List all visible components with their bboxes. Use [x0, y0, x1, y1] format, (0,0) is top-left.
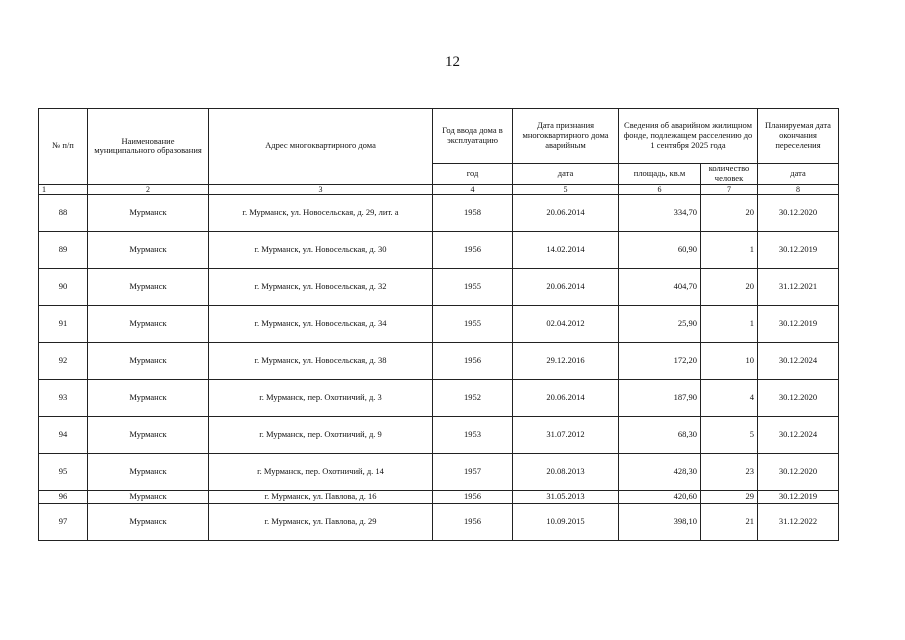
row-resettle-date: 30.12.2019 — [758, 490, 839, 503]
row-municipality: Мурманск — [88, 268, 209, 305]
row-year: 1952 — [433, 379, 513, 416]
row-people: 20 — [701, 194, 758, 231]
header-commission-year: Год ввода дома в эксплуатацию — [433, 109, 513, 164]
row-number: 88 — [39, 194, 88, 231]
row-address: г. Мурманск, пер. Охотничий, д. 14 — [209, 453, 433, 490]
row-year: 1958 — [433, 194, 513, 231]
row-emergency-date: 31.05.2013 — [513, 490, 619, 503]
row-number: 89 — [39, 231, 88, 268]
row-resettle-date: 30.12.2020 — [758, 194, 839, 231]
row-people: 10 — [701, 342, 758, 379]
row-number: 94 — [39, 416, 88, 453]
row-municipality: Мурманск — [88, 503, 209, 540]
table-row — [39, 305, 839, 342]
column-number: 4 — [433, 184, 513, 194]
column-number-row — [39, 184, 839, 194]
table-row — [39, 342, 839, 379]
column-number: 2 — [88, 184, 209, 194]
row-address: г. Мурманск, ул. Новосельская, д. 29, лит. а — [209, 194, 433, 231]
row-municipality: Мурманск — [88, 194, 209, 231]
row-emergency-date: 20.06.2014 — [513, 268, 619, 305]
subheader-date: дата — [513, 164, 619, 185]
row-emergency-date: 31.07.2012 — [513, 416, 619, 453]
table-row — [39, 453, 839, 490]
subheader-resettle-date: дата — [758, 164, 839, 185]
row-municipality: Мурманск — [88, 453, 209, 490]
row-resettle-date: 30.12.2020 — [758, 379, 839, 416]
row-area: 172,20 — [619, 342, 701, 379]
row-year: 1955 — [433, 305, 513, 342]
row-address: г. Мурманск, пер. Охотничий, д. 3 — [209, 379, 433, 416]
row-address: г. Мурманск, ул. Павлова, д. 16 — [209, 490, 433, 503]
row-address: г. Мурманск, ул. Новосельская, д. 38 — [209, 342, 433, 379]
row-area: 428,30 — [619, 453, 701, 490]
row-people: 1 — [701, 305, 758, 342]
row-people: 5 — [701, 416, 758, 453]
table-row — [39, 416, 839, 453]
row-number: 97 — [39, 503, 88, 540]
page-number: 12 — [445, 54, 460, 70]
row-address: г. Мурманск, пер. Охотничий, д. 9 — [209, 416, 433, 453]
row-number: 96 — [39, 490, 88, 503]
row-year: 1956 — [433, 490, 513, 503]
row-area: 404,70 — [619, 268, 701, 305]
row-emergency-date: 02.04.2012 — [513, 305, 619, 342]
row-area: 25,90 — [619, 305, 701, 342]
row-area: 68,30 — [619, 416, 701, 453]
row-municipality: Мурманск — [88, 416, 209, 453]
row-people: 23 — [701, 453, 758, 490]
table-row — [39, 379, 839, 416]
table-row — [39, 231, 839, 268]
subheader-people: количество человек — [701, 164, 758, 185]
row-people: 1 — [701, 231, 758, 268]
column-number: 1 — [39, 184, 88, 194]
row-number: 93 — [39, 379, 88, 416]
row-number: 92 — [39, 342, 88, 379]
housing-register-table — [38, 108, 839, 541]
header-number: № п/п — [39, 109, 88, 185]
row-number: 95 — [39, 453, 88, 490]
row-municipality: Мурманск — [88, 231, 209, 268]
subheader-area: площадь, кв.м — [619, 164, 701, 185]
row-area: 420,60 — [619, 490, 701, 503]
row-year: 1953 — [433, 416, 513, 453]
row-resettle-date: 30.12.2019 — [758, 305, 839, 342]
header-emergency-fund: Сведения об аварийном жилищном фонде, подлежащем расселению до 1 сентября 2025 года — [619, 109, 758, 164]
row-year: 1956 — [433, 342, 513, 379]
row-year: 1957 — [433, 453, 513, 490]
row-year: 1955 — [433, 268, 513, 305]
table-row — [39, 268, 839, 305]
row-emergency-date: 10.09.2015 — [513, 503, 619, 540]
row-emergency-date: 29.12.2016 — [513, 342, 619, 379]
column-number: 5 — [513, 184, 619, 194]
row-municipality: Мурманск — [88, 379, 209, 416]
row-resettle-date: 30.12.2024 — [758, 416, 839, 453]
row-municipality: Мурманск — [88, 490, 209, 503]
row-resettle-date: 30.12.2020 — [758, 453, 839, 490]
row-emergency-date: 20.08.2013 — [513, 453, 619, 490]
column-number: 8 — [758, 184, 839, 194]
row-address: г. Мурманск, ул. Новосельская, д. 34 — [209, 305, 433, 342]
row-resettle-date: 30.12.2024 — [758, 342, 839, 379]
column-number: 6 — [619, 184, 701, 194]
row-emergency-date: 20.06.2014 — [513, 379, 619, 416]
row-resettle-date: 31.12.2021 — [758, 268, 839, 305]
row-emergency-date: 14.02.2014 — [513, 231, 619, 268]
row-number: 90 — [39, 268, 88, 305]
row-resettle-date: 31.12.2022 — [758, 503, 839, 540]
header-row — [39, 109, 839, 164]
header-municipality: Наименование муниципального образования — [88, 109, 209, 185]
row-year: 1956 — [433, 231, 513, 268]
table-row — [39, 490, 839, 503]
row-municipality: Мурманск — [88, 305, 209, 342]
row-area: 334,70 — [619, 194, 701, 231]
header-address: Адрес многоквартирного дома — [209, 109, 433, 185]
row-people: 20 — [701, 268, 758, 305]
header-emergency-date: Дата признания многоквартирного дома аварийным — [513, 109, 619, 164]
row-area: 60,90 — [619, 231, 701, 268]
row-municipality: Мурманск — [88, 342, 209, 379]
row-people: 29 — [701, 490, 758, 503]
table-row — [39, 194, 839, 231]
row-year: 1956 — [433, 503, 513, 540]
header-resettlement-date: Планируемая дата окончания переселения — [758, 109, 839, 164]
row-address: г. Мурманск, ул. Новосельская, д. 32 — [209, 268, 433, 305]
subheader-year: год — [433, 164, 513, 185]
row-area: 398,10 — [619, 503, 701, 540]
row-people: 21 — [701, 503, 758, 540]
row-area: 187,90 — [619, 379, 701, 416]
row-people: 4 — [701, 379, 758, 416]
row-address: г. Мурманск, ул. Новосельская, д. 30 — [209, 231, 433, 268]
row-number: 91 — [39, 305, 88, 342]
table-row — [39, 503, 839, 540]
row-address: г. Мурманск, ул. Павлова, д. 29 — [209, 503, 433, 540]
column-number: 7 — [701, 184, 758, 194]
row-emergency-date: 20.06.2014 — [513, 194, 619, 231]
row-resettle-date: 30.12.2019 — [758, 231, 839, 268]
column-number: 3 — [209, 184, 433, 194]
